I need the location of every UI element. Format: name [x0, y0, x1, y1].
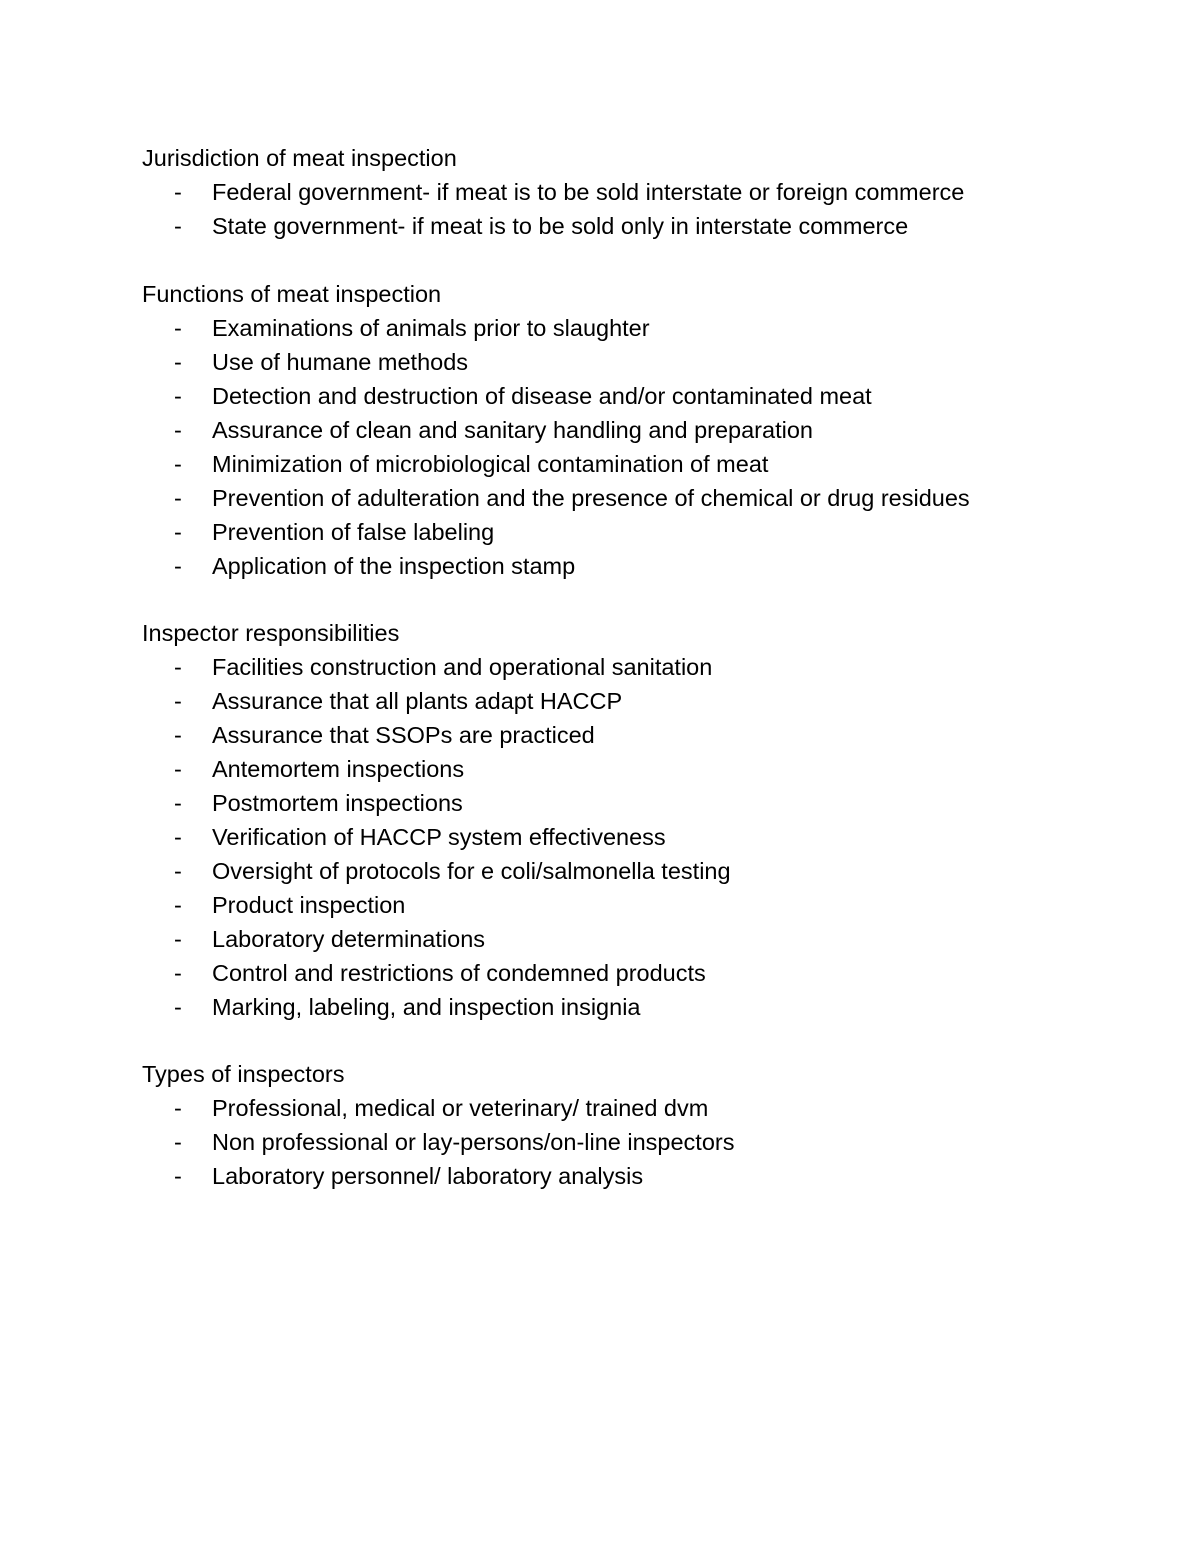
dash-bullet: -	[174, 485, 182, 511]
dash-bullet: -	[174, 1095, 182, 1121]
list-item-text: Laboratory personnel/ laboratory analysis	[212, 1163, 644, 1189]
list-item-text: State government- if meat is to be sold only in interstate commerce	[212, 213, 909, 239]
dash-bullet: -	[174, 926, 182, 952]
dash-bullet: -	[174, 349, 182, 375]
list-item-text: Oversight of protocols for e coli/salmonella testing	[212, 858, 731, 884]
bullet-list	[142, 175, 1142, 243]
list-item-text: Examinations of animals prior to slaughter	[212, 315, 650, 341]
list-item-text: Verification of HACCP system effectiveness	[212, 824, 666, 850]
list-item	[142, 1091, 1142, 1125]
list-item-text: Detection and destruction of disease and/or contaminated meat	[212, 383, 872, 409]
dash-bullet: -	[174, 417, 182, 443]
list-item-text: Assurance that all plants adapt HACCP	[212, 688, 623, 714]
list-item-text: Professional, medical or veterinary/ trained dvm	[212, 1095, 709, 1121]
section-functions	[142, 277, 1142, 583]
dash-bullet: -	[174, 1129, 182, 1155]
list-item-text: Laboratory determinations	[212, 926, 486, 952]
list-item-text: Postmortem inspections	[212, 790, 463, 816]
dash-bullet: -	[174, 451, 182, 477]
list-item	[142, 684, 1142, 718]
list-item	[142, 447, 1142, 481]
dash-bullet: -	[174, 858, 182, 884]
list-item	[142, 311, 1142, 345]
dash-bullet: -	[174, 824, 182, 850]
dash-bullet: -	[174, 383, 182, 409]
list-item	[142, 786, 1142, 820]
dash-bullet: -	[174, 553, 182, 579]
list-item-text: Use of humane methods	[212, 349, 469, 375]
list-item	[142, 820, 1142, 854]
list-item	[142, 1159, 1142, 1193]
dash-bullet: -	[174, 1163, 182, 1189]
list-item-text: Minimization of microbiological contamination of meat	[212, 451, 769, 477]
dash-bullet: -	[174, 213, 182, 239]
list-item	[142, 752, 1142, 786]
dash-bullet: -	[174, 519, 182, 545]
dash-bullet: -	[174, 688, 182, 714]
list-item	[142, 650, 1142, 684]
list-item-text: Product inspection	[212, 892, 406, 918]
list-item	[142, 175, 1142, 209]
dash-bullet: -	[174, 994, 182, 1020]
dash-bullet: -	[174, 654, 182, 680]
section-heading: Jurisdiction of meat inspection	[142, 145, 457, 171]
dash-bullet: -	[174, 892, 182, 918]
bullet-list	[142, 1091, 1142, 1193]
dash-bullet: -	[174, 756, 182, 782]
list-item-text: Application of the inspection stamp	[212, 553, 576, 579]
list-item	[142, 888, 1142, 922]
section-inspector-responsibilities	[142, 616, 1142, 1024]
list-item	[142, 718, 1142, 752]
list-item	[142, 345, 1142, 379]
list-item-text: Control and restrictions of condemned products	[212, 960, 706, 986]
list-item-text: Assurance that SSOPs are practiced	[212, 722, 595, 748]
dash-bullet: -	[174, 960, 182, 986]
section-heading: Inspector responsibilities	[142, 620, 400, 646]
section-types-of-inspectors	[142, 1057, 1142, 1193]
list-item-text: Prevention of false labeling	[212, 519, 495, 545]
section-jurisdiction	[142, 141, 1142, 243]
dash-bullet: -	[174, 790, 182, 816]
list-item-text: Federal government- if meat is to be sold interstate or foreign commerce	[212, 179, 965, 205]
dash-bullet: -	[174, 179, 182, 205]
list-item	[142, 922, 1142, 956]
list-item	[142, 481, 1142, 515]
list-item	[142, 956, 1142, 990]
section-heading: Types of inspectors	[142, 1061, 345, 1087]
list-item-text: Antemortem inspections	[212, 756, 465, 782]
bullet-list	[142, 650, 1142, 1024]
list-item	[142, 549, 1142, 583]
list-item	[142, 515, 1142, 549]
list-item-text: Facilities construction and operational sanitation	[212, 654, 713, 680]
list-item	[142, 413, 1142, 447]
list-item	[142, 854, 1142, 888]
dash-bullet: -	[174, 722, 182, 748]
list-item	[142, 379, 1142, 413]
list-item	[142, 209, 1142, 243]
list-item-text: Prevention of adulteration and the presence of chemical or drug residues	[212, 485, 970, 511]
list-item	[142, 990, 1142, 1024]
bullet-list	[142, 311, 1142, 583]
list-item	[142, 1125, 1142, 1159]
list-item-text: Non professional or lay-persons/on-line inspectors	[212, 1129, 735, 1155]
section-heading: Functions of meat inspection	[142, 281, 442, 307]
list-item-text: Assurance of clean and sanitary handling and preparation	[212, 417, 813, 443]
dash-bullet: -	[174, 315, 182, 341]
list-item-text: Marking, labeling, and inspection insignia	[212, 994, 641, 1020]
